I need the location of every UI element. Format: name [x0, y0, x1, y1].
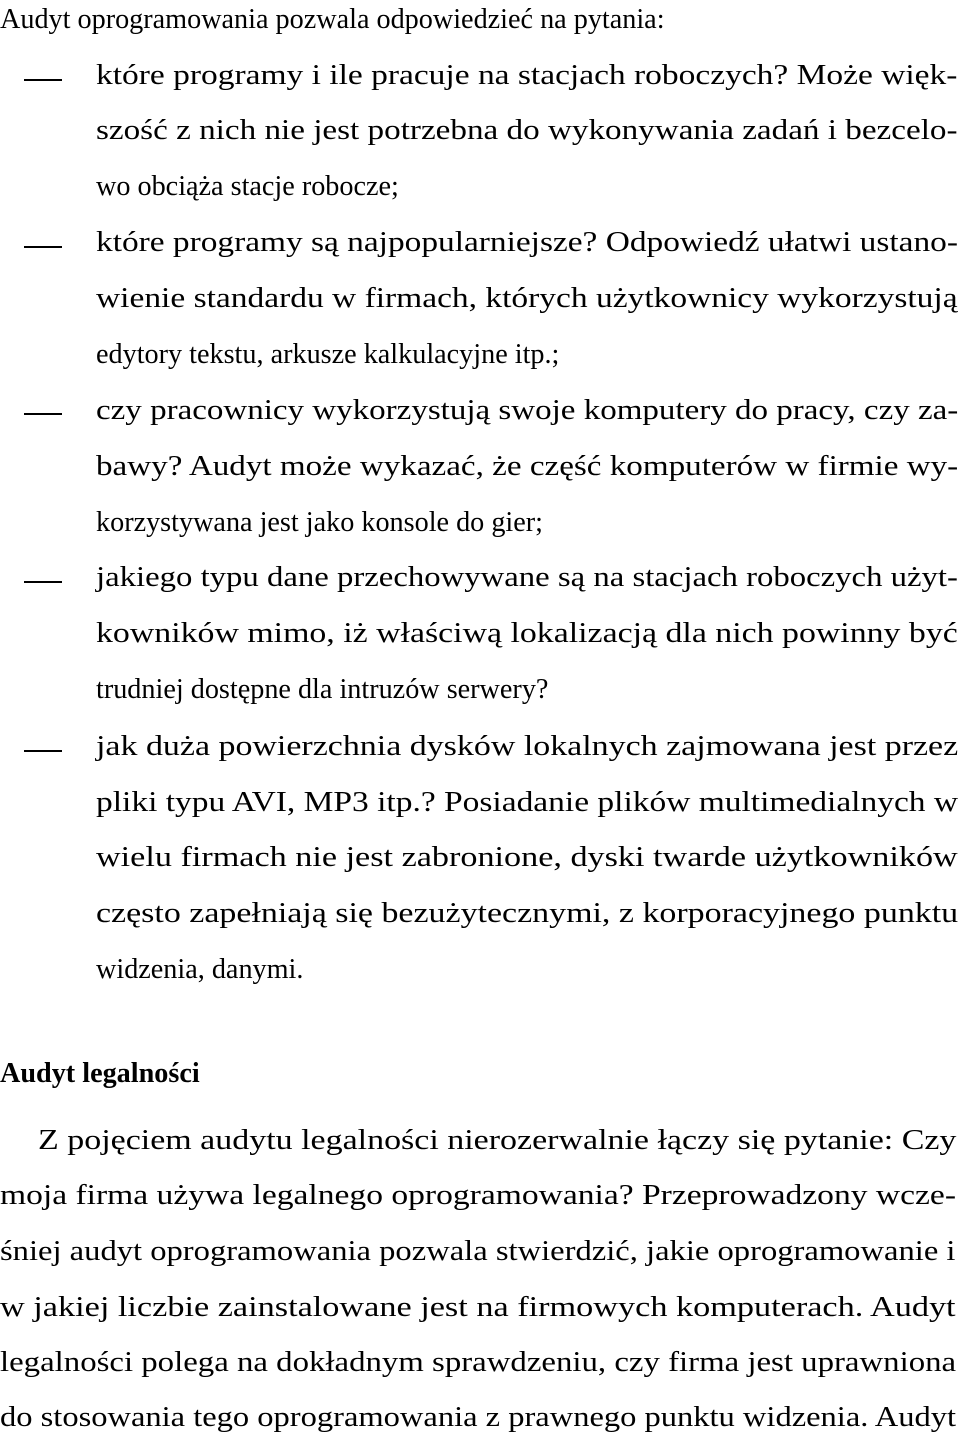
- bullet-dash: [24, 413, 62, 415]
- section-heading: Audyt legalności: [0, 1058, 200, 1089]
- bullet-2-line-2: wienie standardu w firmach, których użytkownicy wykorzystują: [96, 283, 958, 314]
- bullet-3-line-1: czy pracownicy wykorzystują swoje komputery do pracy, czy za-: [96, 395, 959, 426]
- paragraph-line-5: legalności polega na dokładnym sprawdzeniu, czy firma jest uprawniona: [0, 1347, 957, 1378]
- bullet-dash: [24, 79, 62, 81]
- bullet-5-line-3: wielu firmach nie jest zabronione, dyski twarde użytkowników: [96, 842, 958, 873]
- bullet-5-line-5: widzenia, danymi.: [96, 954, 304, 985]
- bullet-1-line-1: które programy i ile pracuje na stacjach roboczych? Może więk-: [96, 60, 958, 91]
- paragraph-line-1: Z pojęciem audytu legalności nierozerwalnie łączy się pytanie: Czy: [38, 1125, 957, 1156]
- paragraph-line-3: śniej audyt oprogramowania pozwala stwierdzić, jakie oprogramowanie i: [0, 1236, 956, 1267]
- bullet-3-line-3: korzystywana jest jako konsole do gier;: [96, 507, 543, 538]
- bullet-4-line-1: jakiego typu dane przechowywane są na stacjach roboczych użyt-: [96, 562, 958, 593]
- bullet-5-line-1: jak duża powierzchnia dysków lokalnych zajmowana jest przez: [96, 731, 959, 762]
- paragraph-line-6: do stosowania tego oprogramowania z prawnego punktu widzenia. Audyt: [0, 1402, 956, 1433]
- bullet-3-line-2: bawy? Audyt może wykazać, że część komputerów w firmie wy-: [96, 451, 959, 482]
- bullet-dash: [24, 246, 62, 248]
- bullet-1-line-3: wo obciąża stacje robocze;: [96, 171, 399, 202]
- bullet-dash: [24, 750, 62, 752]
- bullet-2-line-3: edytory tekstu, arkusze kalkulacyjne itp.;: [96, 339, 560, 370]
- bullet-5-line-4: często zapełniają się bezużytecznymi, z korporacyjnego punktu: [96, 898, 959, 929]
- bullet-1-line-2: szość z nich nie jest potrzebna do wykonywania zadań i bezcelo-: [96, 115, 958, 146]
- paragraph-line-2: moja firma używa legalnego oprogramowania? Przeprowadzony wcze-: [0, 1180, 957, 1211]
- bullet-4-line-2: kowników mimo, iż właściwą lokalizacją dla nich powinny być: [96, 618, 958, 649]
- bullet-4-line-3: trudniej dostępne dla intruzów serwery?: [96, 674, 549, 705]
- paragraph-line-4: w jakiej liczbie zainstalowane jest na firmowych komputerach. Audyt: [0, 1292, 956, 1323]
- bullet-dash: [24, 581, 62, 583]
- intro-text: Audyt oprogramowania pozwala odpowiedzieć na pytania:: [0, 4, 665, 35]
- bullet-5-line-2: pliki typu AVI, MP3 itp.? Posiadanie plików multimedialnych w: [96, 787, 959, 818]
- bullet-2-line-1: które programy są najpopularniejsze? Odpowiedź ułatwi ustano-: [96, 227, 958, 258]
